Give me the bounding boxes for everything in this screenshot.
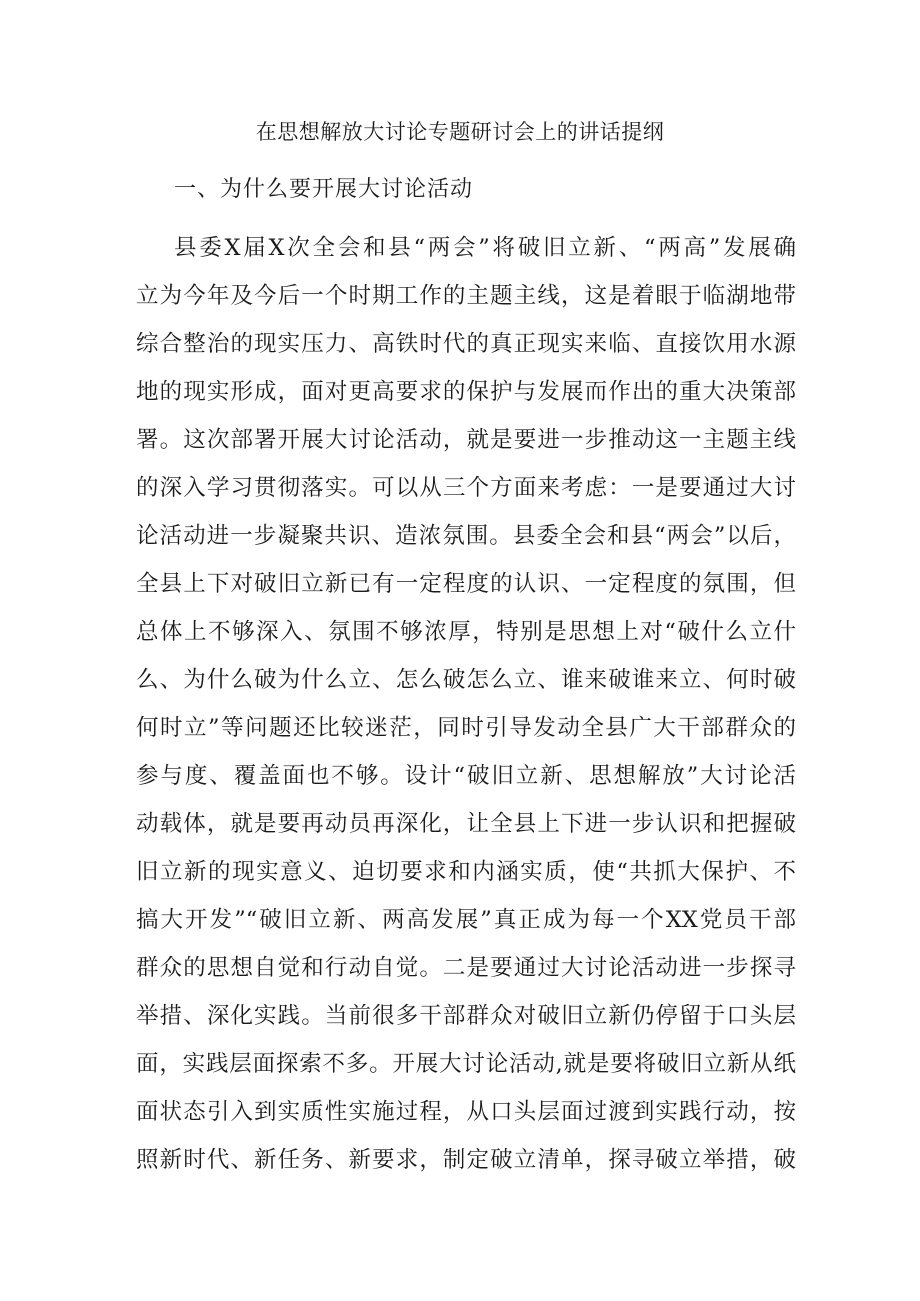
paragraph-line: 县委X届X次全会和县“两会”将破旧立新、“两高”发展确 <box>174 235 796 261</box>
paragraph-line: 总体上不够深入、氛围不够浓厚，特别是思想上对“破什么立什 <box>136 619 796 645</box>
paragraph-line: 立为今年及今后一个时期工作的主题主线，这是着眼于临湖地带 <box>136 283 796 309</box>
paragraph-line: 举措、深化实践。当前很多干部群众对破旧立新仍停留于口头层 <box>136 1003 796 1029</box>
paragraph-line: 论活动进一步凝聚共识、造浓氛围。县委全会和县“两会”以后， <box>136 523 796 549</box>
paragraph-line: 搞大开发”“破旧立新、两高发展”真正成为每一个XX党员干部 <box>136 907 796 933</box>
paragraph-line: 动载体，就是要再动员再深化，让全县上下进一步认识和把握破 <box>136 811 796 837</box>
paragraph-line: 面，实践层面探索不多。开展大讨论活动,就是要将破旧立新从纸 <box>136 1051 796 1077</box>
paragraph-line: 何时立”等问题还比较迷茫，同时引导发动全县广大干部群众的 <box>136 715 796 741</box>
paragraph-line: 的深入学习贯彻落实。可以从三个方面来考虑：一是要通过大讨 <box>136 475 796 501</box>
document-title: 在思想解放大讨论专题研讨会上的讲话提纲 <box>255 120 665 144</box>
paragraph-line: 综合整治的现实压力、高铁时代的真正现实来临、直接饮用水源 <box>136 331 796 357</box>
paragraph-line: 全县上下对破旧立新已有一定程度的认识、一定程度的氛围，但 <box>136 571 796 597</box>
paragraph-line: 地的现实形成，面对更高要求的保护与发展而作出的重大决策部 <box>136 379 796 405</box>
paragraph-line: 面状态引入到实质性实施过程，从口头层面过渡到实践行动，按 <box>136 1099 796 1125</box>
paragraph-line: 旧立新的现实意义、迫切要求和内涵实质，使“共抓大保护、不 <box>136 859 796 885</box>
paragraph-line: 照新时代、新任务、新要求，制定破立清单，探寻破立举措，破 <box>136 1147 796 1173</box>
paragraph-line: 署。这次部署开展大讨论活动，就是要进一步推动这一主题主线 <box>136 427 796 453</box>
section-heading: 一、为什么要开展大讨论活动 <box>174 177 474 202</box>
paragraph-line: 么、为什么破为什么立、怎么破怎么立、谁来破谁来立、何时破 <box>136 667 796 693</box>
paragraph-line: 群众的思想自觉和行动自觉。二是要通过大讨论活动进一步探寻 <box>136 955 796 981</box>
paragraph-line: 参与度、覆盖面也不够。设计“破旧立新、思想解放”大讨论活 <box>136 763 796 789</box>
body-paragraph <box>136 224 796 1184</box>
